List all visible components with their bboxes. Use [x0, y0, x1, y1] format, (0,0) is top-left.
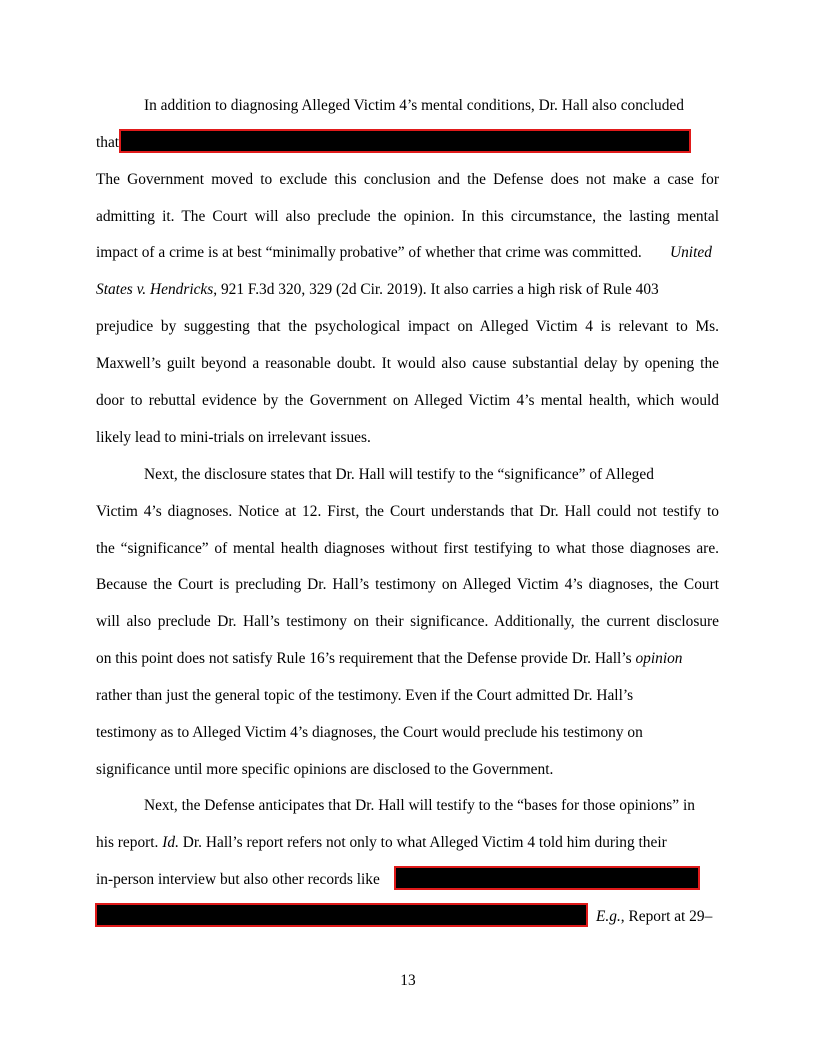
- paragraph-1-line-3: The Government moved to exclude this conclusion and the Defense does not make a case for: [96, 171, 719, 188]
- paragraph-2-line-6: [96, 650, 682, 668]
- paragraph-2-line-8: testimony as to Alleged Victim 4’s diagnoses, the Court would preclude his testimony on: [96, 724, 643, 741]
- paragraph-2-line-7: rather than just the general topic of the testimony. Even if the Court admitted Dr. Hall’s: [96, 687, 634, 704]
- paragraph-1-line-1: In addition to diagnosing Alleged Victim 4’s mental conditions, Dr. Hall also concluded: [144, 97, 684, 114]
- redaction-box: [97, 905, 586, 925]
- eg-signal: E.g.: [596, 908, 621, 925]
- paragraph-3-line-2: [96, 834, 667, 852]
- paragraph-1-line-9: door to rebuttal evidence by the Government on Alleged Victim 4’s mental health, which would: [96, 392, 719, 409]
- redaction-box: [396, 868, 698, 888]
- paragraph-1-line-10: likely lead to mini-trials on irrelevant issues.: [96, 429, 371, 446]
- paragraph-3-line-1: Next, the Defense anticipates that Dr. Hall will testify to the “bases for those opinions” in: [144, 797, 695, 814]
- paragraph-3-line-2-rest: Dr. Hall’s report refers not only to what Alleged Victim 4 told him during their: [182, 834, 667, 851]
- paragraph-2-line-3: the “significance” of mental health diagnoses without first testifying to what those diagnoses are.: [96, 540, 719, 557]
- opinion-emphasis: opinion: [635, 650, 683, 667]
- id-citation: Id.: [162, 834, 179, 851]
- paragraph-3-line-4: [596, 908, 712, 926]
- paragraph-3-line-3: in-person interview but also other records like: [96, 871, 380, 888]
- paragraph-1-line-6: [96, 281, 659, 299]
- paragraph-1-line-7: prejudice by suggesting that the psychological impact on Alleged Victim 4 is relevant to Ms.: [96, 318, 719, 335]
- paragraph-1-line-5: [96, 244, 642, 262]
- paragraph-1-line-8: Maxwell’s guilt beyond a reasonable doubt. It would also cause substantial delay by opening the: [96, 355, 719, 372]
- paragraph-2-line-2: Victim 4’s diagnoses. Notice at 12. First, the Court understands that Dr. Hall could not testify to: [96, 503, 719, 520]
- paragraph-3-line-2-text: his report.: [96, 834, 159, 851]
- paragraph-2-line-5: will also preclude Dr. Hall’s testimony on their significance. Additionally, the current disclosure: [96, 613, 719, 630]
- page-number: 13: [400, 972, 416, 989]
- case-citation-part-1: United: [670, 244, 712, 261]
- paragraph-1-line-4: admitting it. The Court will also preclude the opinion. In this circumstance, the lasting mental: [96, 208, 719, 225]
- report-citation: , Report at 29–: [620, 908, 713, 925]
- paragraph-2-line-9: significance until more specific opinions are disclosed to the Government.: [96, 761, 554, 778]
- citation-reporter: , 921 F.3d 320, 329 (2d Cir. 2019). It also carries a high risk of Rule 403: [213, 281, 659, 298]
- paragraph-2-line-6-text: on this point does not satisfy Rule 16’s requirement that the Defense provide Dr. Hall’s: [96, 650, 632, 667]
- paragraph-2-line-1: Next, the disclosure states that Dr. Hall will testify to the “significance” of Alleged: [144, 466, 654, 483]
- redaction-box: [121, 131, 689, 151]
- paragraph-1-line-5-text: impact of a crime is at best “minimally probative” of whether that crime was committed.: [96, 244, 642, 261]
- paragraph-2-line-4: Because the Court is precluding Dr. Hall’s testimony on Alleged Victim 4’s diagnoses, the Court: [96, 576, 719, 593]
- case-citation-part-2: States v. Hendricks: [96, 281, 214, 298]
- paragraph-1-line-2: that: [96, 134, 120, 151]
